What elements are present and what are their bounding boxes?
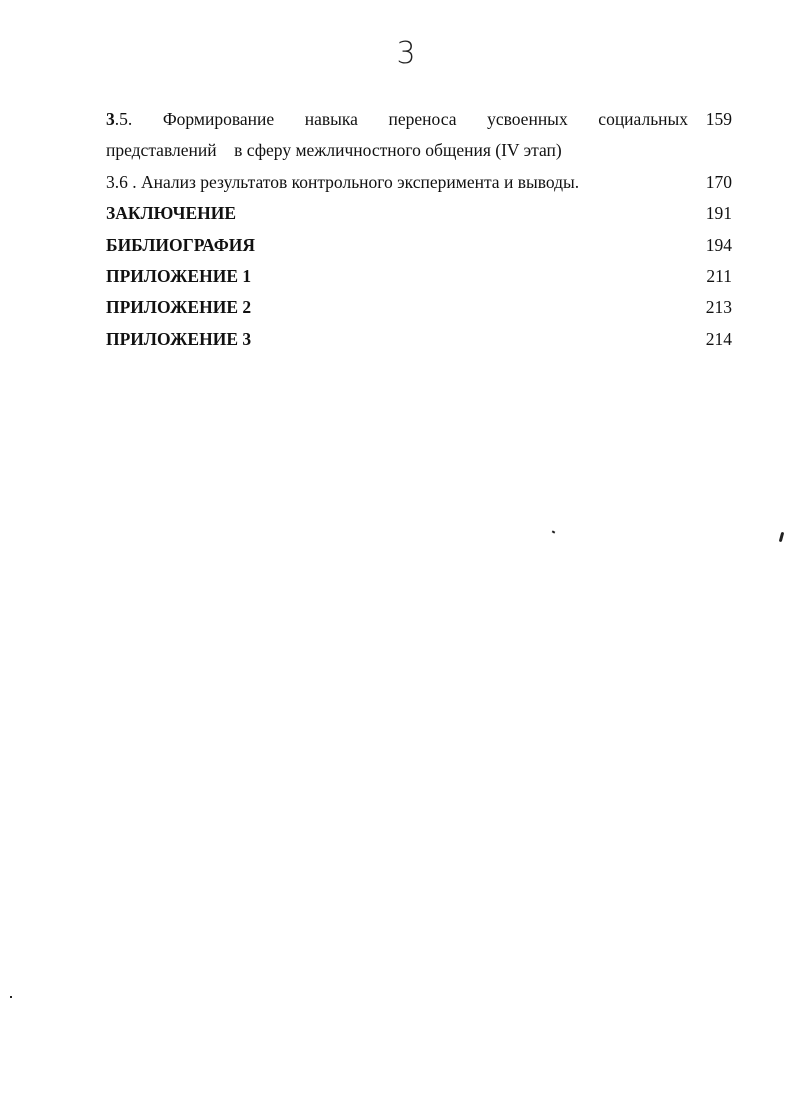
toc-entry-3-5-word: Формирование	[162, 109, 275, 129]
toc-entry-appendix-3	[106, 324, 732, 355]
toc-entry-3-6	[106, 167, 732, 198]
toc-entry-3-5-number	[106, 109, 132, 129]
toc-entry-conclusion-title: ЗАКЛЮЧЕНИЕ	[106, 203, 237, 224]
toc-entry-3-5-number-bold: 3	[106, 109, 115, 129]
toc-entry-3-5-word: навыка	[304, 109, 358, 129]
scan-speck	[10, 996, 12, 998]
toc-entry-appendix-2-page: 213	[705, 297, 732, 318]
toc-entry-3-6-page: 170	[705, 171, 732, 192]
toc-entry-bibliography-page: 194	[705, 234, 732, 255]
toc-entry-appendix-2	[106, 292, 732, 323]
toc-entry-3-5-page: 159	[705, 109, 732, 129]
toc-entry-3-5-word: усвоенных	[487, 109, 568, 129]
toc-entry-3-5-line1	[106, 104, 688, 135]
scan-speck	[552, 530, 556, 533]
toc-entry-bibliography-title: БИБЛИОГРАФИЯ	[106, 234, 255, 255]
scan-speck	[779, 532, 784, 542]
toc-entry-appendix-1	[106, 261, 732, 292]
toc-entry-appendix-2-title: ПРИЛОЖЕНИЕ 2	[106, 297, 252, 318]
toc-entry-appendix-3-title: ПРИЛОЖЕНИЕ 3	[106, 328, 252, 349]
toc-entry-3-5-continuation	[106, 135, 732, 166]
toc-entry-conclusion	[106, 198, 732, 229]
toc-entry-bibliography	[106, 230, 732, 261]
toc-entry-3-6-title: 3.6 . Анализ результатов контрольного эксперимента и выводы.	[106, 171, 580, 192]
toc-entry-appendix-1-page: 211	[706, 265, 732, 286]
toc-entry-3-5-number-rest: .5.	[114, 109, 133, 129]
page-number: 3	[396, 36, 416, 71]
toc-entry-appendix-1-title: ПРИЛОЖЕНИЕ 1	[106, 265, 252, 286]
toc-entry-3-5-word: переноса	[388, 109, 457, 129]
toc-entry-3-5-line2: представлений в сферу межличностного общения (IV этап)	[106, 140, 562, 161]
toc-entry-appendix-3-page: 214	[705, 328, 732, 349]
table-of-contents	[106, 104, 732, 355]
toc-entry-3-5	[106, 104, 732, 135]
toc-entry-conclusion-page: 191	[705, 203, 732, 224]
toc-entry-3-5-word: социальных	[598, 109, 689, 129]
